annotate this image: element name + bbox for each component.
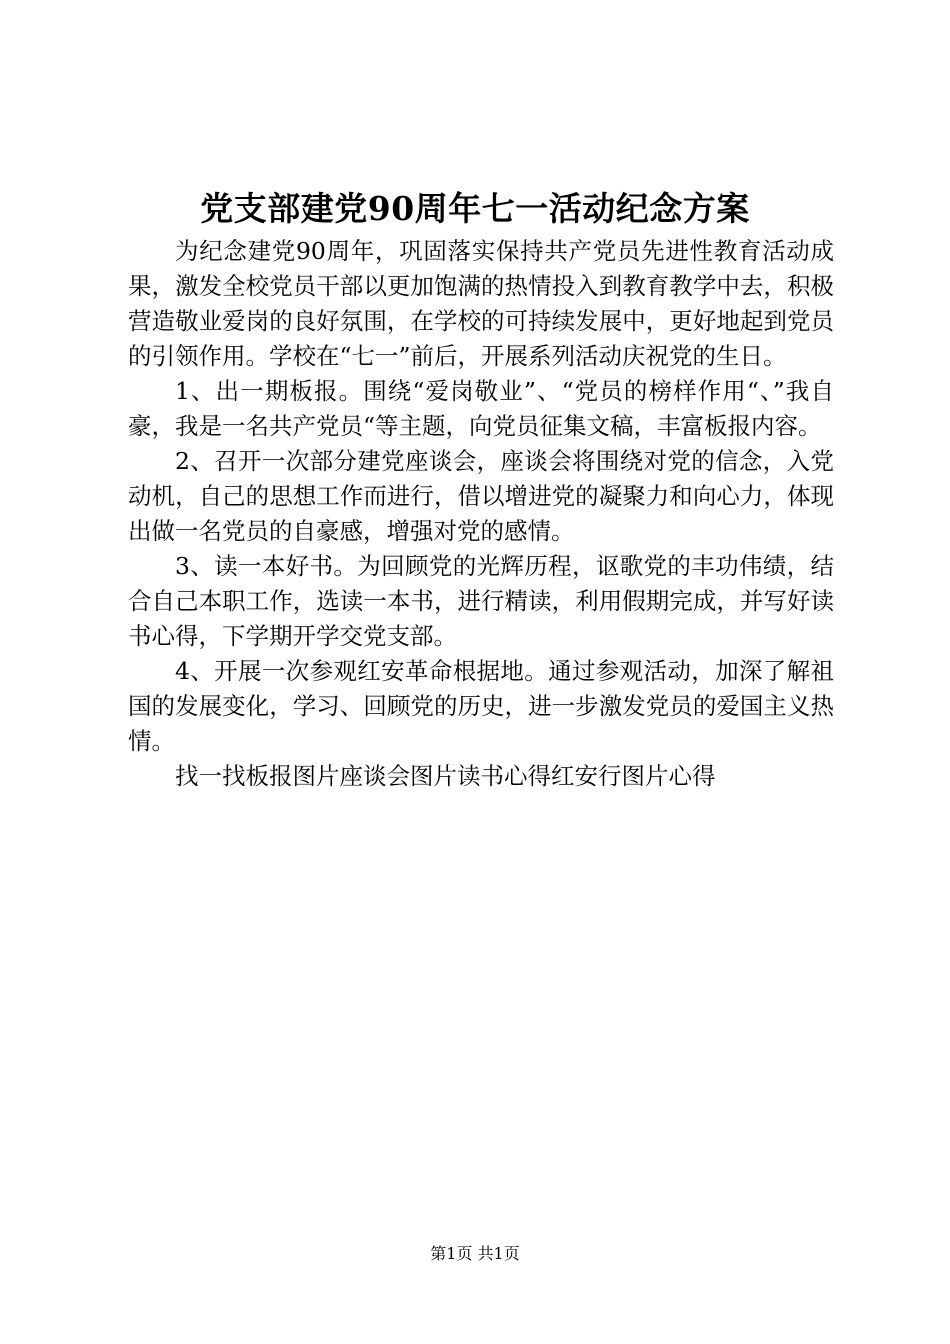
paragraph-item-3: 3、读一本好书。为回顾党的光辉历程，讴歌党的丰功伟绩，结合自己本职工作，选读一本书，进行精读，利用假期完成，并写好读书心得，下学期开学交党支部。	[128, 552, 834, 650]
page-footer: 第1页 共1页	[430, 1244, 520, 1263]
paragraph-closing: 找一找板报图片座谈会图片读书心得红安行图片心得	[175, 762, 716, 790]
document-body	[128, 234, 834, 794]
document-title: 党支部建党90周年七一活动纪念方案	[200, 189, 750, 228]
paragraph-item-2: 2、召开一次部分建党座谈会，座谈会将围绕对党的信念，入党动机，自己的思想工作而进行，借以增进党的凝聚力和向心力，体现出做一名党员的自豪感，增强对党的感情。	[128, 447, 834, 545]
paragraph-item-1: 1、出一期板报。围绕“爱岗敬业”、“党员的榜样作用“、”我自豪，我是一名共产党员“等主题，向党员征集文稿，丰富板报内容。	[128, 377, 834, 440]
paragraph-intro: 为纪念建党90周年，巩固落实保持共产党员先进性教育活动成果，激发全校党员干部以更加饱满的热情投入到教育教学中去，积极营造敬业爱岗的良好氛围，在学校的可持续发展中，更好地起到党员的引领作用。学校在“七一”前后，开展系列活动庆祝党的生日。	[128, 237, 834, 370]
paragraph-item-4: 4、开展一次参观红安革命根据地。通过参观活动，加深了解祖国的发展变化，学习、回顾党的历史，进一步激发党员的爱国主义热情。	[128, 657, 834, 755]
